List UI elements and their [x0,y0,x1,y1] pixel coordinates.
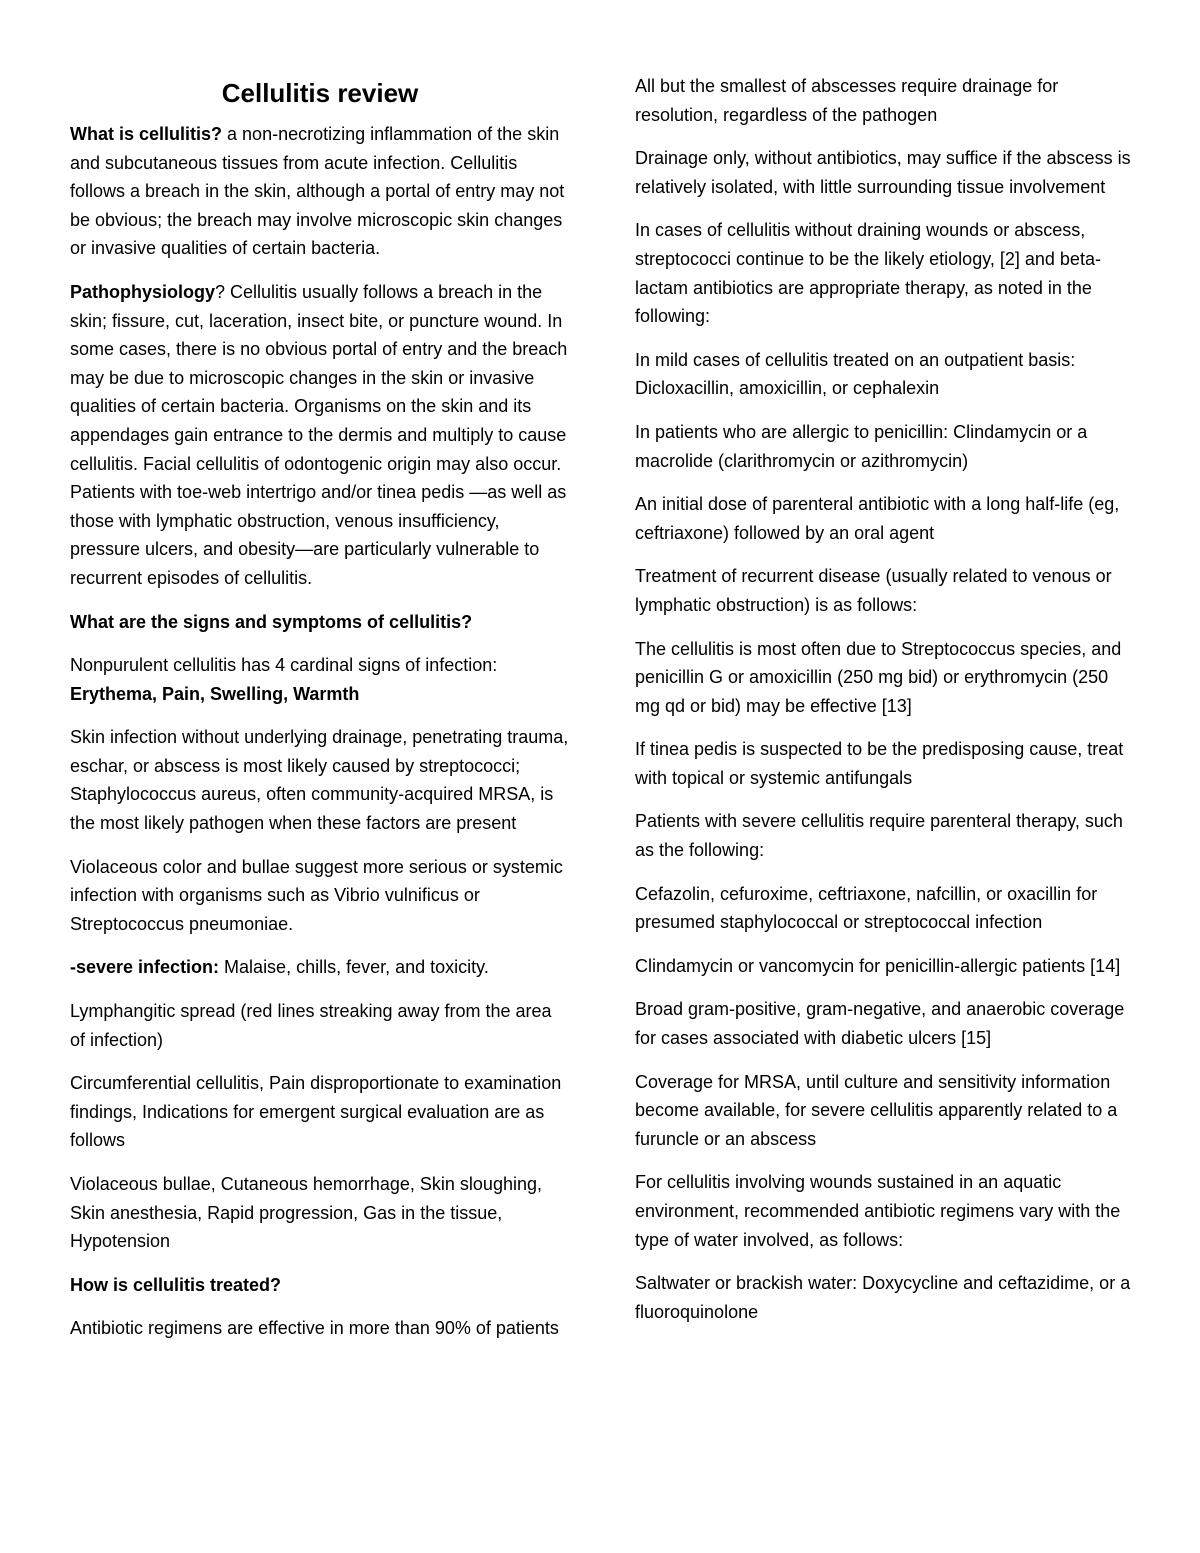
paragraph-circumferential: Circumferential cellulitis, Pain disproportionate to examination findings, Indications for emergent surgical evaluation are as follows [70,1073,562,1151]
page-title: Cellulitis review [221,78,419,108]
pathophysiology-label: Pathophysiology [70,281,216,302]
paragraph-mild-cases: In mild cases of cellulitis treated on an outpatient basis: Dicloxacillin, amoxicillin, or cephalexin [635,349,1076,399]
paragraph-cefazolin: Cefazolin, cefuroxime, ceftriaxone, nafcillin, or oxacillin for presumed staphylococcal or streptococcal infection [635,883,1098,933]
paragraph-violaceous-bullae: Violaceous bullae, Cutaneous hemorrhage, Skin sloughing, Skin anesthesia, Rapid progression, Gas in the tissue, Hypotension [70,1174,542,1252]
paragraph-drainage-only: Drainage only, without antibiotics, may suffice if the abscess is relatively isolated, with little surrounding tissue involvement [635,148,1131,197]
paragraph-tinea-pedis: If tinea pedis is suspected to be the predisposing cause, treat with topical or systemic antifungals [635,739,1124,788]
paragraph-definition [70,120,570,263]
definition-text: a non-necrotizing inflammation of the skin and subcutaneous tissues from acute infection. Cellulitis follows a breach in the skin, although a portal of entry may not be obvious; the breach may involve microscopic skin changes or invasive qualities of certain bacteria. [70,124,565,259]
paragraph-streptococci: In cases of cellulitis without draining wounds or abscess, streptococci continue to be the likely etiology, [2] and beta-lactam antibiotics are appropriate therapy, as noted in the following: [635,220,1101,327]
paragraph-parenteral-dose: An initial dose of parenteral antibiotic with a long half-life (eg, ceftriaxone) followed by an oral agent [635,494,1120,543]
paragraph-clindamycin: Clindamycin or vancomycin for penicillin-allergic patients [14] [635,955,1121,976]
paragraph-pathophysiology [70,278,570,593]
heading-signs-symptoms: What are the signs and symptoms of cellulitis? [70,611,473,632]
pathophysiology-text: ? Cellulitis usually follows a breach in the skin; fissure, cut, laceration, insect bite, or puncture wound. In some cases, there is no obvious portal of entry and the breach may be due to microscopic changes in the skin or invasive qualities of certain bacteria. Organisms on the skin and its appendages gain entrance to the dermis and multiply to cause cellulitis. Facial cellulitis of odontogenic origin may also occur. Patients with toe-web intertrigo and/or tinea pedis —as well as those with lymphatic obstruction, venous insufficiency, pressure ulcers, and obesity—are particularly vulnerable to recurrent episodes of cellulitis. [70,281,568,588]
cardinal-signs-list: Erythema, Pain, Swelling, Warmth [70,683,360,704]
paragraph-severe-infection [70,953,570,982]
paragraph-mrsa-coverage: Coverage for MRSA, until culture and sensitivity information become available, for severe cellulitis apparently related to a furuncle or an abscess [635,1071,1118,1149]
cardinal-signs-text: Nonpurulent cellulitis has 4 cardinal signs of infection: [70,655,498,676]
left-column [70,76,570,1358]
right-column [635,72,1135,1341]
paragraph-cardinal-signs [70,651,570,708]
severe-infection-label: -severe infection: [70,957,220,978]
severe-infection-text: Malaise, chills, fever, and toxicity. [219,957,489,978]
paragraph-antibiotic-efficacy: Antibiotic regimens are effective in more than 90% of patients [70,1318,559,1339]
heading-treatment: How is cellulitis treated? [70,1274,282,1295]
paragraph-aquatic-wounds: For cellulitis involving wounds sustained in an aquatic environment, recommended antibiotic regimens vary with the type of water involved, as follows: [635,1172,1121,1250]
definition-label: What is cellulitis? [70,124,223,144]
paragraph-severe-cellulitis: Patients with severe cellulitis require parenteral therapy, such as the following: [635,811,1123,861]
paragraph-broad-coverage: Broad gram-positive, gram-negative, and anaerobic coverage for cases associated with diabetic ulcers [15] [635,999,1125,1049]
paragraph-recurrent-disease: Treatment of recurrent disease (usually related to venous or lymphatic obstruction) is as follows: [635,566,1112,615]
paragraph-saltwater: Saltwater or brackish water: Doxycycline and ceftazidime, or a fluoroquinolone [635,1273,1131,1322]
paragraph-streptococcus-species: The cellulitis is most often due to Streptococcus species, and penicillin G or amoxicillin (250 mg bid) or erythromycin (250 mg qd or bid) may be effective [13] [635,638,1122,716]
paragraph-abscess-drainage: All but the smallest of abscesses require drainage for resolution, regardless of the pathogen [635,76,1059,125]
paragraph-skin-infection: Skin infection without underlying drainage, penetrating trauma, eschar, or abscess is most likely caused by streptococci; Staphylococcus aureus, often community-acquired MRSA, is the most likely pathogen when these factors are present [70,727,569,834]
paragraph-violaceous: Violaceous color and bullae suggest more serious or systemic infection with organisms such as Vibrio vulnificus or Streptococcus pneumoniae. [70,856,563,934]
paragraph-penicillin-allergy: In patients who are allergic to penicillin: Clindamycin or a macrolide (clarithromycin or azithromycin) [635,421,1088,471]
paragraph-lymphangitic: Lymphangitic spread (red lines streaking away from the area of infection) [70,1001,552,1050]
